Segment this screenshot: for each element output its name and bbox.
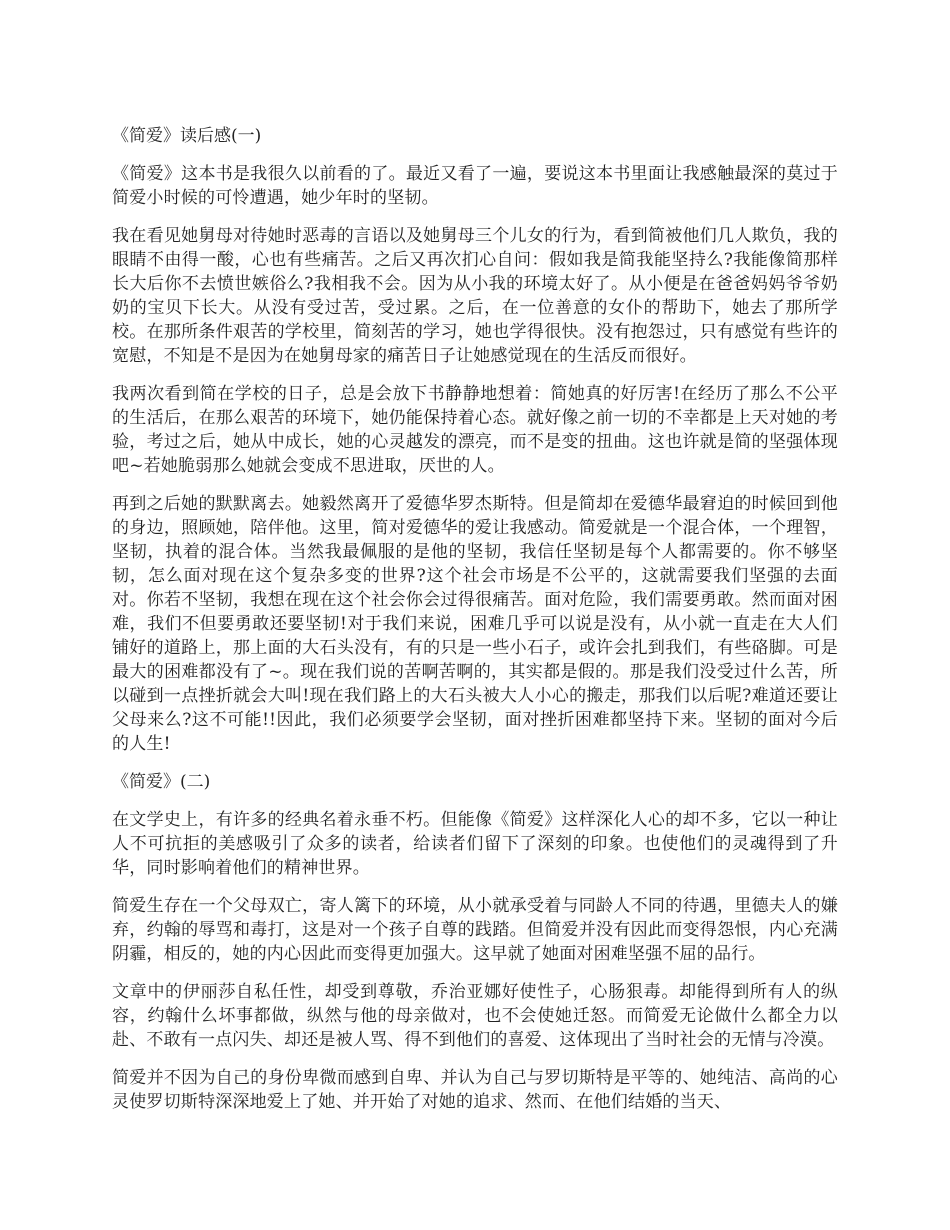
paragraph: 《简爱》这本书是我很久以前看的了。最近又看了一遍，要说这本书里面让我感触最深的莫过于简爱小时候的可怜遭遇，她少年时的坚韧。 xyxy=(112,164,838,208)
section-heading-1: 《简爱》读后感(一) xyxy=(112,126,262,146)
paragraph: 我两次看到简在学校的日子，总是会放下书静静地想着：简她真的好厉害!在经历了那么不公平的生活后，在那么艰苦的环境下，她仍能保持着心态。就好像之前一切的不幸都是上天对她的考验，考过之后，她从中成长，她的心灵越发的漂亮，而不是变的扭曲。这也许就是简的坚强体现吧~若她脆弱那么她就会变成不思进取，厌世的人。 xyxy=(112,384,838,476)
paragraph: 简爱并不因为自己的身份卑微而感到自卑、并认为自己与罗切斯特是平等的、她纯洁、高尚的心灵使罗切斯特深深地爱上了她、并开始了对她的追求、然而、在他们结婚的当天、 xyxy=(112,1068,838,1112)
paragraph: 文章中的伊丽莎自私任性，却受到尊敬，乔治亚娜好使性子，心肠狠毒。却能得到所有人的纵容，约翰什么坏事都做，纵然与他的母亲做对，也不会使她迁怒。而简爱无论做什么都全力以赴、不敢有一点闪失、却还是被人骂、得不到他们的喜爱、这体现出了当时社会的无情与冷漠。 xyxy=(112,982,838,1050)
paragraph: 再到之后她的默默离去。她毅然离开了爱德华罗杰斯特。但是简却在爱德华最窘迫的时候回到他的身边，照顾她，陪伴他。这里，简对爱德华的爱让我感动。简爱就是一个混合体，一个理智，坚韧，执着的混合体。当然我最佩服的是他的坚韧，我信任坚韧是每个人都需要的。你不够坚韧，怎么面对现在这个复杂多变的世界?这个社会市场是不公平的，这就需要我们坚强的去面对。你若不坚韧，我想在现在这个社会你会过得很痛苦。面对危险，我们需要勇敢。然而面对困难，我们不但要勇敢还要坚韧!对于我们来说，困难几乎可以说是没有，从小就一直走在大人们铺好的道路上，那上面的大石头没有，有的只是一些小石子，或许会扎到我们，有些硌脚。可是最大的困难都没有了~。现在我们说的苦啊苦啊的，其实都是假的。那是我们没受过什么苦，所以碰到一点挫折就会大叫!现在我们路上的大石头被大人小心的搬走，那我们以后呢?难道还要让父母来么?这不可能!!因此，我们必须要学会坚韧，面对挫折困难都坚持下来。坚韧的面对今后的人生! xyxy=(112,494,838,754)
section-heading-2: 《简爱》(二) xyxy=(112,772,211,792)
paragraph: 在文学史上，有许多的经典名着永垂不朽。但能像《简爱》这样深化人心的却不多，它以一种让人不可抗拒的美感吸引了众多的读者，给读者们留下了深刻的印象。也使他们的灵魂得到了升华，同时影响着他们的精神世界。 xyxy=(112,810,838,878)
paragraph: 简爱生存在一个父母双亡，寄人篱下的环境，从小就承受着与同龄人不同的待遇，里德夫人的嫌弃，约翰的辱骂和毒打，这是对一个孩子自尊的践踏。但简爱并没有因此而变得怨恨，内心充满阴霾，相反的，她的内心因此而变得更加强大。这早就了她面对困难坚强不屈的品行。 xyxy=(112,896,838,964)
paragraph: 我在看见她舅母对待她时恶毒的言语以及她舅母三个儿女的行为，看到简被他们几人欺负，我的眼睛不由得一酸，心也有些痛苦。之后又再次扪心自问：假如我是简我能坚持么?我能像简那样长大后你不去愤世嫉俗么?我相我不会。因为从小我的环境太好了。从小便是在爸爸妈妈爷爷奶奶的宝贝下长大。从没有受过苦，受过累。之后，在一位善意的女仆的帮助下，她去了那所学校。在那所条件艰苦的学校里，简刻苦的学习，她也学得很快。没有抱怨过，只有感觉有些许的宽慰，不知是不是因为在她舅母家的痛苦日子让她感觉现在的生活反而很好。 xyxy=(112,226,838,366)
